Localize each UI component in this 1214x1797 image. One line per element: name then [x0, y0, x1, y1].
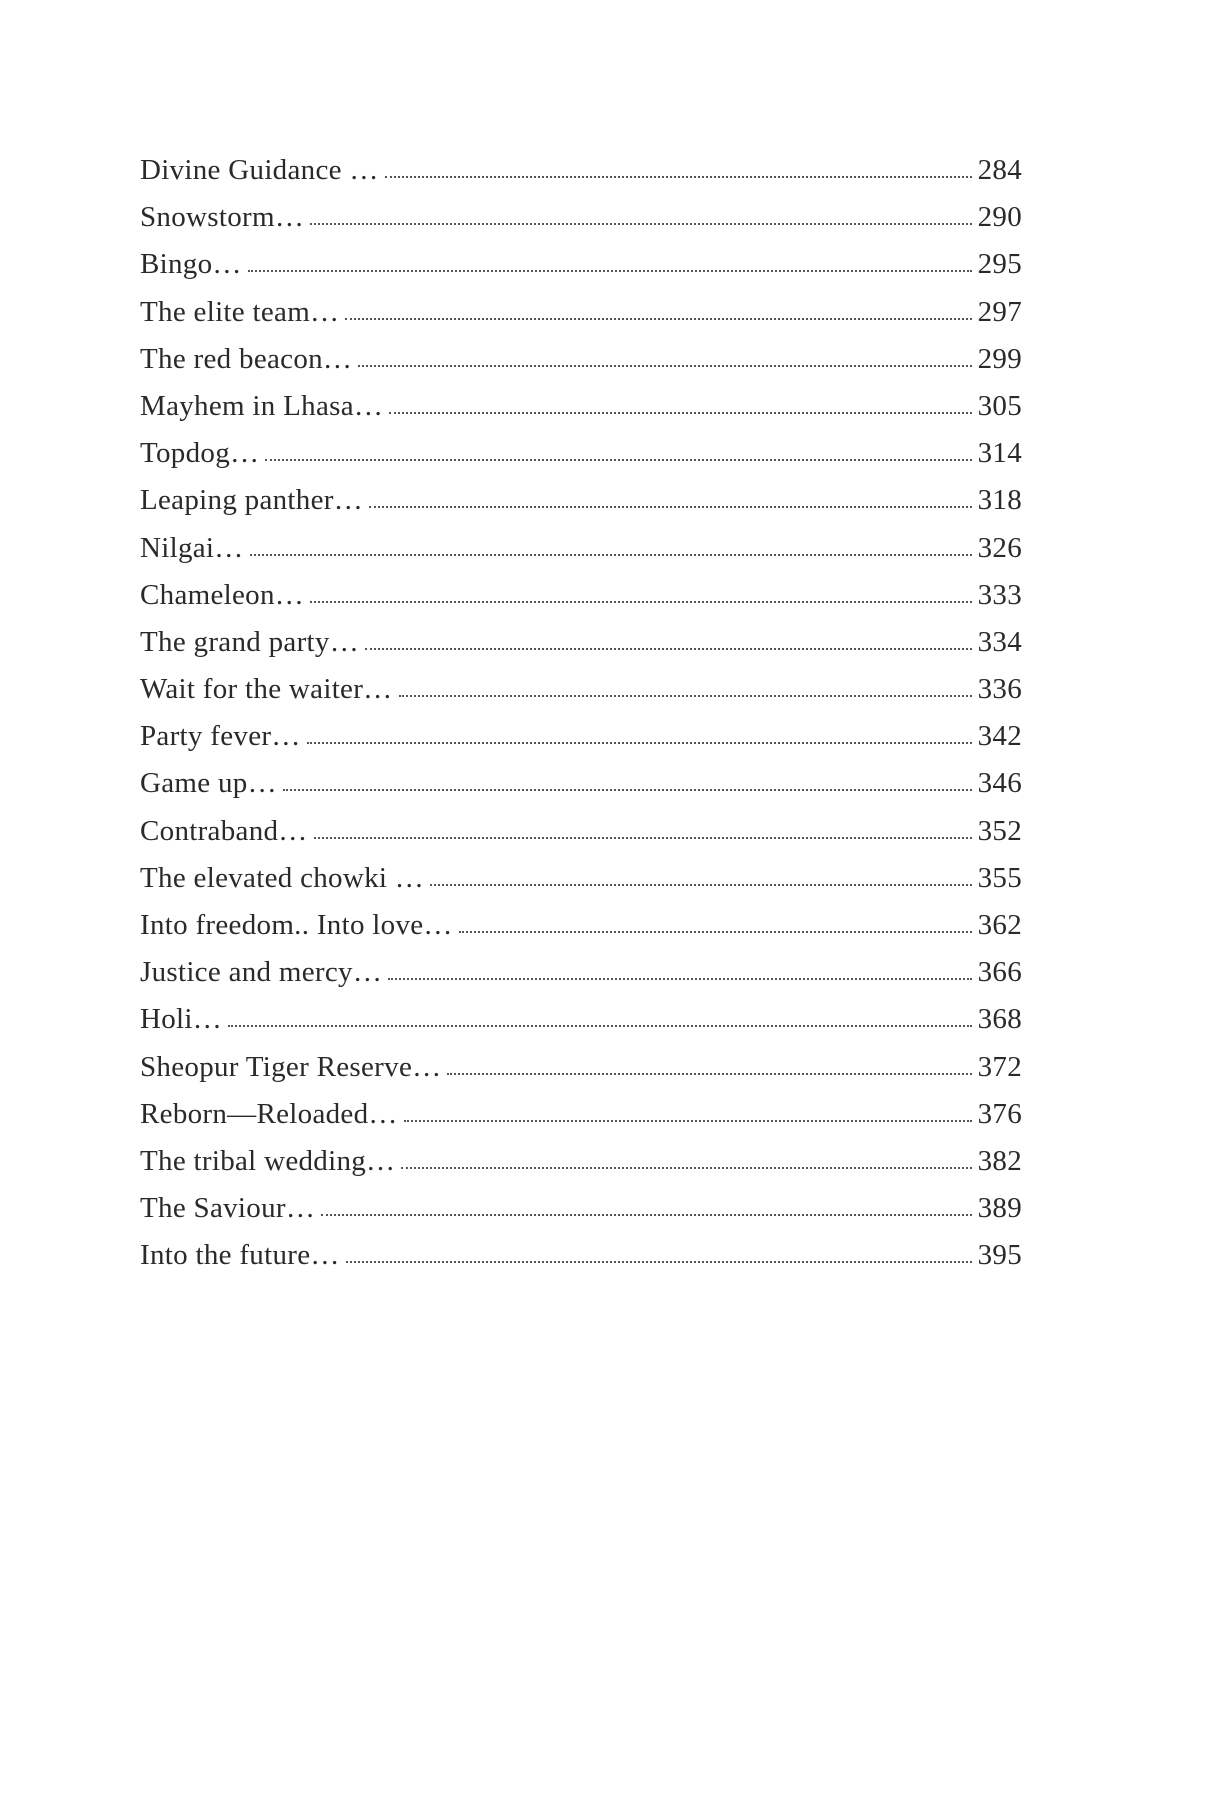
toc-entry-page: 355: [977, 861, 1022, 894]
toc-entry-page: 284: [977, 154, 1022, 186]
toc-entry-page: 346: [977, 767, 1022, 800]
dot-leader: [369, 504, 972, 508]
toc-entry-page: 366: [977, 956, 1022, 989]
toc-entry: [140, 626, 1022, 673]
toc-entry-title: Into the future…: [140, 1239, 340, 1272]
toc-entry-title: Game up…: [140, 767, 277, 800]
toc-entry: [140, 1192, 1022, 1239]
toc-entry-title: Reborn—Reloaded…: [140, 1097, 398, 1130]
toc-entry: [140, 201, 1022, 248]
toc-entry-page: 352: [977, 814, 1022, 847]
toc-entry-page: 395: [977, 1239, 1022, 1272]
dot-leader: [385, 174, 972, 178]
toc-entry: [140, 248, 1022, 295]
toc-entry-page: 334: [977, 625, 1022, 658]
toc-entry-title: Bingo…: [140, 248, 242, 281]
toc-entry-page: 342: [977, 720, 1022, 753]
toc-entry-page: 295: [977, 248, 1022, 281]
toc-entry: [140, 673, 1022, 720]
dot-leader: [399, 693, 972, 697]
toc-entry-page: 314: [977, 437, 1022, 470]
dot-leader: [459, 929, 972, 933]
toc-entry: [140, 154, 1022, 201]
toc-entry-title: Sheopur Tiger Reserve…: [140, 1050, 442, 1083]
toc-entry-title: Justice and mercy…: [140, 956, 383, 989]
toc-entry-page: 362: [977, 909, 1022, 941]
toc-entry: [140, 1051, 1022, 1098]
toc-entry-title: Snowstorm…: [140, 201, 305, 234]
toc-entry-page: 368: [977, 1003, 1022, 1036]
toc-entry-title: The grand party…: [140, 625, 360, 658]
dot-leader: [389, 410, 971, 414]
toc-entry: [140, 296, 1022, 343]
toc-entry: [140, 862, 1022, 909]
dot-leader: [310, 599, 972, 603]
toc-entry-page: 290: [977, 201, 1022, 234]
dot-leader: [401, 1165, 971, 1169]
dot-leader: [307, 740, 972, 744]
toc-entry-title: Wait for the waiter…: [140, 673, 393, 706]
toc-entry: [140, 815, 1022, 862]
dot-leader: [358, 363, 971, 367]
dot-leader: [314, 835, 972, 839]
dot-leader: [345, 316, 971, 320]
dot-leader: [310, 221, 971, 225]
toc-entry-title: Nilgai…: [140, 531, 244, 564]
toc-entry: [140, 532, 1022, 579]
dot-leader: [365, 646, 972, 650]
toc-entry: [140, 1145, 1022, 1192]
toc-entry: [140, 767, 1022, 814]
toc-entry: [140, 1003, 1022, 1050]
toc-entry-page: 297: [977, 295, 1022, 328]
toc-entry-title: Topdog…: [140, 437, 260, 470]
toc-entry-title: The elevated chowki …: [140, 861, 425, 894]
dot-leader: [283, 787, 972, 791]
toc-entry: [140, 390, 1022, 437]
dot-leader: [321, 1212, 971, 1216]
toc-entry-title: Contraband…: [140, 814, 308, 847]
toc-entry-title: Into freedom.. Into love…: [140, 909, 453, 941]
toc-entry-title: Chameleon…: [140, 578, 305, 611]
dot-leader: [447, 1071, 971, 1075]
toc-entry: [140, 579, 1022, 626]
toc-entry: [140, 720, 1022, 767]
dot-leader: [250, 552, 972, 556]
toc-entry-page: 333: [977, 578, 1022, 611]
toc-entry: [140, 1239, 1022, 1286]
toc-entry: [140, 343, 1022, 390]
toc-entry: [140, 909, 1022, 956]
dot-leader: [404, 1118, 972, 1122]
toc-entry: [140, 1098, 1022, 1145]
dot-leader: [228, 1023, 972, 1027]
dot-leader: [388, 976, 971, 980]
toc-entry-page: 326: [977, 531, 1022, 564]
toc-entry-title: Party fever…: [140, 720, 301, 753]
toc-entry-title: Leaping panther…: [140, 484, 364, 517]
dot-leader: [265, 457, 971, 461]
toc-entry-page: 376: [977, 1097, 1022, 1130]
toc-entry-title: Mayhem in Lhasa…: [140, 389, 384, 422]
dot-leader: [430, 882, 971, 886]
toc-entry: [140, 437, 1022, 484]
toc-entry-title: The elite team…: [140, 295, 340, 328]
toc-entry-title: The Saviour…: [140, 1192, 316, 1225]
dot-leader: [346, 1259, 972, 1263]
toc-entry-page: 372: [977, 1050, 1022, 1083]
toc-entry-page: 305: [977, 389, 1022, 422]
toc-entry-page: 389: [977, 1192, 1022, 1225]
toc-entry-title: The red beacon…: [140, 342, 353, 375]
toc-entry-title: The tribal wedding…: [140, 1144, 396, 1177]
table-of-contents: [140, 154, 1022, 1287]
toc-entry-page: 382: [977, 1144, 1022, 1177]
toc-entry: [140, 484, 1022, 531]
toc-entry-title: Holi…: [140, 1003, 223, 1036]
toc-entry-page: 299: [977, 342, 1022, 375]
dot-leader: [248, 268, 972, 272]
toc-entry: [140, 956, 1022, 1003]
toc-entry-title: Divine Guidance …: [140, 154, 379, 186]
toc-entry-page: 336: [977, 673, 1022, 706]
toc-entry-page: 318: [977, 484, 1022, 517]
